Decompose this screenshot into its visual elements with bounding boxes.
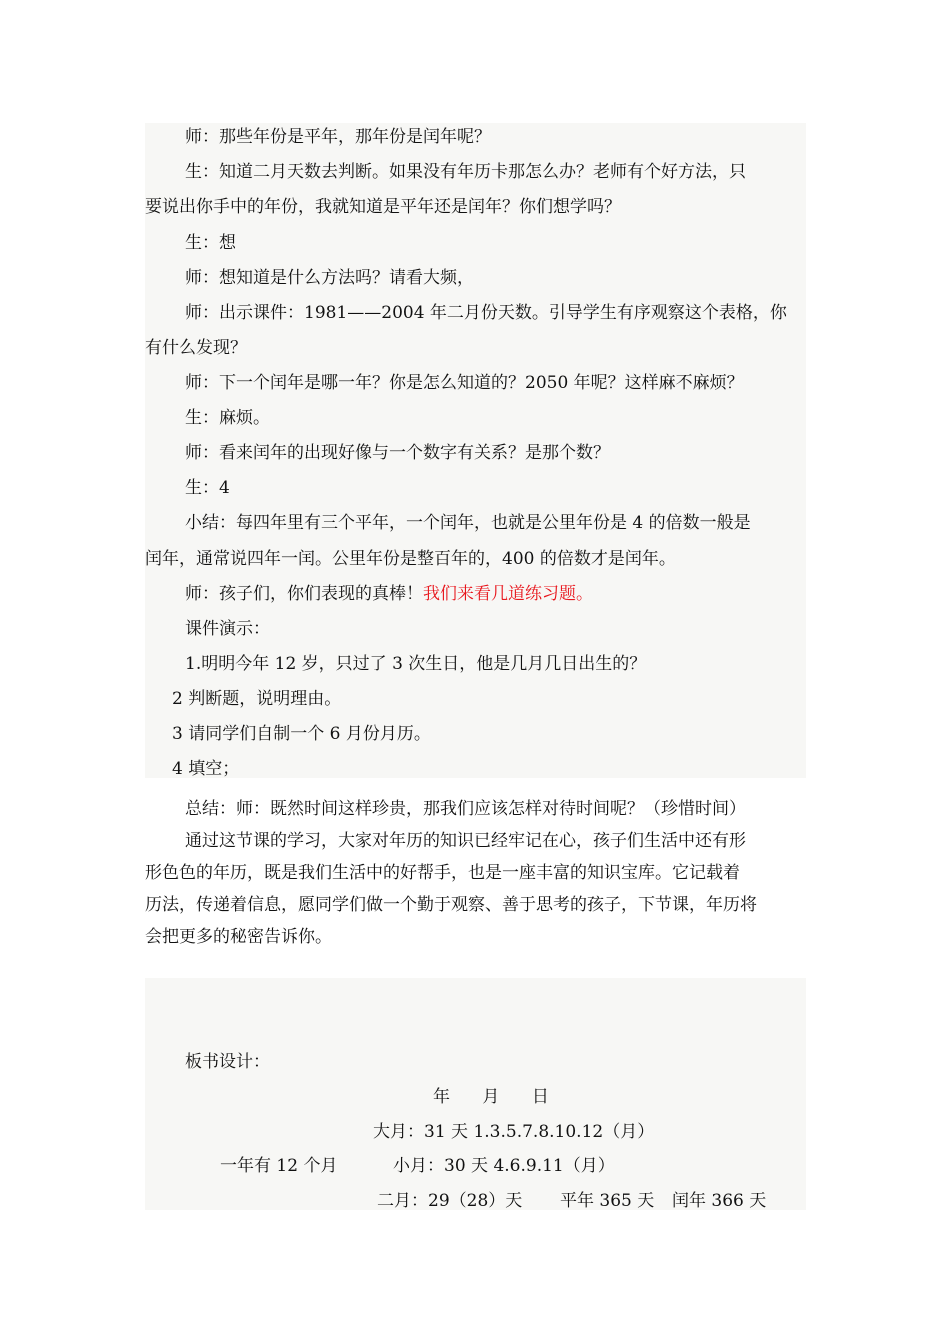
summary-line: 闰年，通常说四年一闰。公里年份是整百年的，400 的倍数才是闰年。 — [145, 549, 676, 569]
board-leap-year: 闰年 366 天 — [672, 1191, 767, 1211]
exercise-item: 2 判断题，说明理由。 — [172, 689, 342, 709]
conclusion-line: 总结：师：既然时间这样珍贵，那我们应该怎样对待时间呢？（珍惜时间） — [185, 799, 746, 819]
dialogue-line: 生：想 — [185, 233, 236, 253]
conclusion-line: 会把更多的秘密告诉你。 — [145, 927, 332, 947]
dialogue-line: 师：那些年份是平年，那年份是闰年呢？ — [185, 127, 491, 147]
dialogue-line: 要说出你手中的年份，我就知道是平年还是闰年？你们想学吗？ — [145, 197, 621, 217]
board-year-months: 一年有 12 个月 — [220, 1156, 338, 1176]
dialogue-line: 师：下一个闰年是哪一年？你是怎么知道的？2050 年呢？这样麻不麻烦？ — [185, 373, 744, 393]
conclusion-line: 历法，传递着信息，愿同学们做一个勤于观察、善于思考的孩子，下节课，年历将 — [145, 895, 757, 915]
dialogue-line: 生：知道二月天数去判断。如果没有年历卡那怎么办？老师有个好方法，只 — [185, 162, 746, 182]
dialogue-line: 师：出示课件：1981——2004 年二月份天数。引导学生有序观察这个表格，你 — [185, 303, 787, 323]
exercise-intro-text: 我们来看几道练习题。 — [423, 584, 593, 604]
exercise-item: 4 填空； — [172, 759, 240, 779]
dialogue-line: 师：看来闰年的出现好像与一个数字有关系？是那个数？ — [185, 443, 610, 463]
praise-text: 师：孩子们，你们表现的真棒！ — [185, 584, 423, 604]
dialogue-line: 生：麻烦。 — [185, 408, 270, 428]
board-small-month: 小月：30 天 4.6.9.11（月） — [393, 1156, 615, 1176]
courseware-label: 课件演示： — [185, 619, 270, 639]
exercise-item: 3 请同学们自制一个 6 月份月历。 — [172, 724, 431, 744]
dialogue-line: 师：想知道是什么方法吗？请看大频， — [185, 268, 474, 288]
exercise-item: 1.明明今年 12 岁，只过了 3 次生日，他是几月几日出生的？ — [185, 654, 647, 674]
board-february: 二月：29（28）天 — [377, 1191, 523, 1211]
board-big-month: 大月：31 天 1.3.5.7.8.10.12（月） — [373, 1122, 655, 1142]
board-common-year: 平年 365 天 — [560, 1191, 655, 1211]
summary-line: 小结：每四年里有三个平年，一个闰年，也就是公里年份是 4 的倍数一般是 — [185, 513, 751, 533]
dialogue-line: 生：4 — [185, 478, 230, 498]
board-title: 板书设计： — [185, 1052, 270, 1072]
dialogue-line: 有什么发现？ — [145, 338, 247, 358]
conclusion-line: 通过这节课的学习，大家对年历的知识已经牢记在心，孩子们生活中还有形 — [185, 831, 746, 851]
conclusion-line: 形色色的年历，既是我们生活中的好帮手，也是一座丰富的知识宝库。它记载着 — [145, 863, 740, 883]
dialogue-line — [185, 582, 593, 606]
board-header: 年 月 日 — [433, 1087, 549, 1107]
